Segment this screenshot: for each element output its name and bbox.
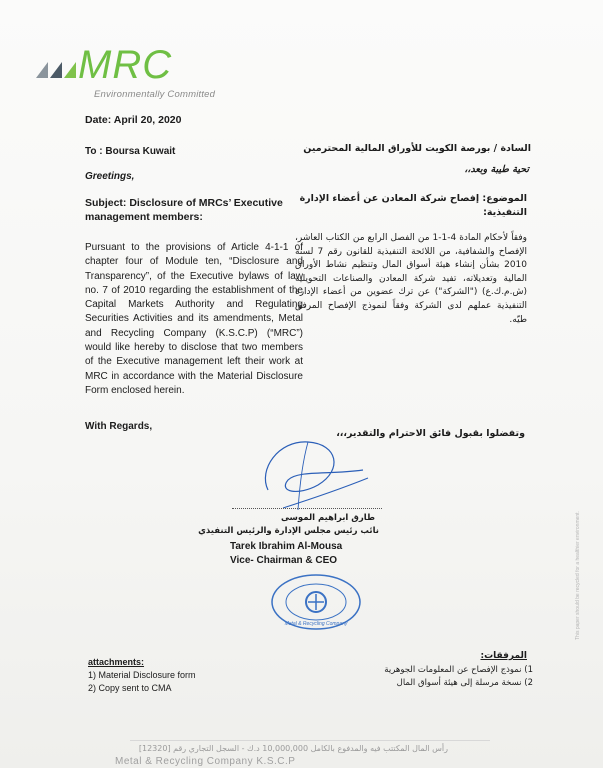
svg-text:Metal & Recycling Company: Metal & Recycling Company (284, 621, 348, 627)
svg-text:MRC: MRC (78, 43, 173, 87)
greeting: Greetings, (85, 171, 135, 182)
recipient: To : Boursa Kuwait (85, 146, 176, 157)
letter-date: Date: April 20, 2020 (85, 114, 182, 126)
arabic-body: وفقاً لأحكام المادة 4-1-1 من الفصل الرابع من الكتاب العاشر، الإفصاح والشفافية، من اللائحة التنفيذية للقانون رقم 7 لسنة 2010 بشأن إنشاء هيئة أسواق المال وتنظيم نشاط الأوراق المالية وتعديلاته، تفيد شركة المعادن والصناعات التحويلية (ش.م.ك.ع) ("الشركة") عن ترك عضوين من أعضاء الإدارة التنفيذية عملهم لدى الشركة وفقاً لنموذج الإفصاح المرفق طيّه. (295, 233, 528, 325)
arabic-signatory-title: نائب رئيس مجلس الإدارة والرئيس التنفيذي (198, 526, 379, 536)
arabic-attachment-item: 1) نموذج الإفصاح عن المعلومات الجوهرية (384, 665, 533, 675)
signature-line (232, 508, 382, 509)
attachment-item: 2) Copy sent to CMA (88, 683, 172, 693)
subject-line: Subject: Disclosure of MRCs’ Executive management members: (85, 197, 283, 223)
arabic-signatory-name: طارق ابراهيم الموسى (280, 513, 375, 523)
company-stamp (268, 572, 364, 632)
arabic-greeting: تحية طيبة وبعد،، (464, 164, 529, 175)
footer-divider (130, 740, 490, 741)
signatory-title: Vice- Chairman & CEO (230, 555, 338, 566)
signatory-name: Tarek Ibrahim Al-Mousa (230, 541, 343, 552)
attachments-heading: attachments: (88, 657, 145, 667)
attachment-item: 1) Material Disclosure form (88, 670, 196, 680)
letter-body: Pursuant to the provisions of Article 4-1-1 of chapter four of Module ten, “Disclosure and Transparency”, of the Executive bylaws of law no. 7 of 2010 regarding the establishment of the Capital Markets Authority and Regulating Securities Activities and its amendments, Metal and Recycling Company (K.S.C.P) (“MRC”) would like hereby to disclose that two members of the Executive management left their work at MRC in accordance with the Material Disclosure Form enclosed herein. (85, 242, 303, 396)
closing: With Regards, (85, 421, 153, 432)
arabic-attachments-heading: المرفقات: (480, 651, 527, 661)
logo-tagline: Environmentally Committed (94, 89, 216, 100)
footer-company: Metal & Recycling Company K.S.C.P (115, 756, 296, 767)
arabic-closing: وتفضلوا بقبول فائق الاحترام والتقدير،،، (336, 428, 525, 439)
arabic-attachment-item: 2) نسخة مرسلة إلى هيئة أسواق المال (396, 678, 533, 688)
recycle-note: This paper should be recycled for a healthier environment. (575, 511, 581, 640)
footer-arabic: رأس المال المكتتب فيه والمدفوع بالكامل 10,000,000 د.ك - السجل التجاري رقم [12320] (138, 744, 448, 753)
arabic-addressee: السادة / بورصة الكويت للأوراق المالية المحترمين (303, 143, 531, 154)
arabic-subject: الموضوع: إفصاح شركة المعادن عن أعضاء الإدارة التنفيذية: (299, 193, 527, 218)
handwritten-signature (248, 430, 378, 520)
